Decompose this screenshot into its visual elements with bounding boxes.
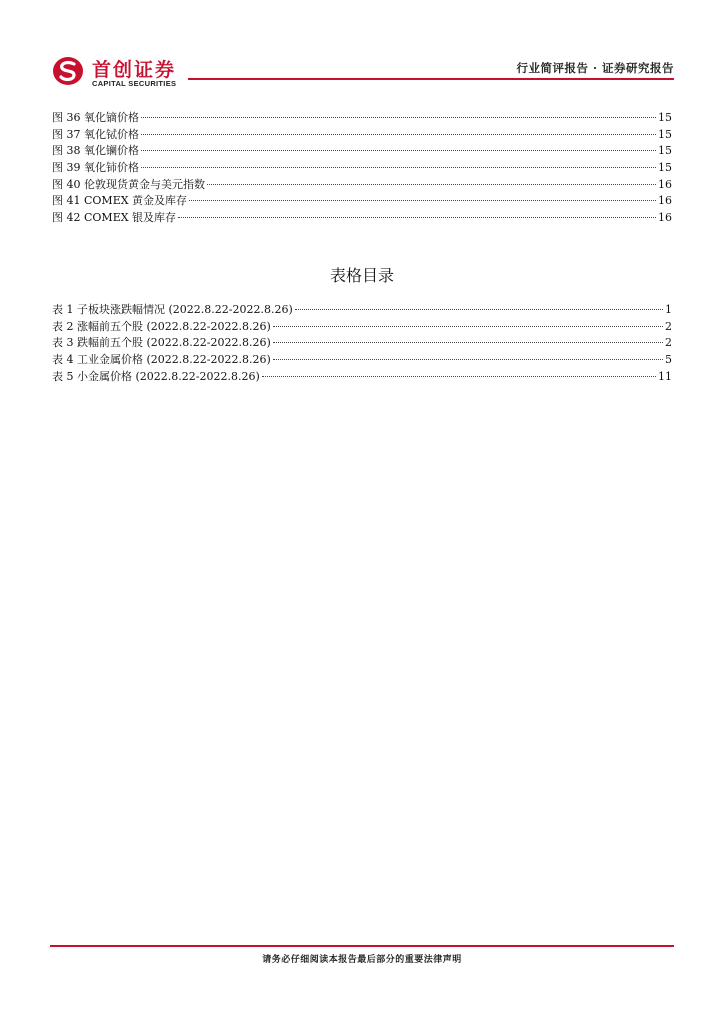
table-toc-list bbox=[52, 302, 672, 385]
toc-entry-label: 图 41 COMEX 黄金及库存 bbox=[52, 194, 188, 208]
toc-page-number: 15 bbox=[658, 144, 672, 158]
figure-toc-entry[interactable] bbox=[52, 110, 672, 127]
figure-toc-entry[interactable] bbox=[52, 193, 672, 210]
table-toc-title: 表格目录 bbox=[329, 266, 394, 285]
toc-page-number: 1 bbox=[665, 303, 672, 316]
figure-toc-entry[interactable] bbox=[52, 127, 672, 144]
toc-entry-label: 图 38 氧化镧价格 bbox=[52, 144, 139, 158]
toc-page-number: 15 bbox=[658, 111, 672, 124]
toc-entry-label: 表 2 涨幅前五个股 (2022.8.22-2022.8.26) bbox=[52, 319, 271, 333]
toc-page-number: 2 bbox=[665, 336, 672, 350]
toc-entry-label: 图 42 COMEX 银及库存 bbox=[52, 211, 177, 225]
toc-page-number: 16 bbox=[658, 194, 672, 208]
legal-disclaimer: 请务必仔细阅读本报告最后部分的重要法律声明 bbox=[262, 955, 462, 965]
toc-entry-label: 图 39 氧化铈价格 bbox=[52, 161, 139, 175]
toc-entry-label: 表 3 跌幅前五个股 (2022.8.22-2022.8.26) bbox=[52, 336, 271, 350]
toc-page-number: 11 bbox=[658, 369, 672, 383]
toc-entry-label: 图 40 伦敦现货黄金与美元指数 bbox=[52, 177, 205, 191]
table-toc-entry[interactable] bbox=[52, 352, 672, 369]
toc-page-number: 2 bbox=[665, 319, 672, 333]
logo-chinese-name: 首创证券 bbox=[92, 59, 177, 81]
toc-page-number: 15 bbox=[658, 161, 672, 175]
table-toc-entry[interactable] bbox=[52, 319, 672, 336]
toc-page-number: 16 bbox=[658, 211, 672, 225]
figure-toc-entry[interactable] bbox=[52, 160, 672, 177]
figure-toc-entry[interactable] bbox=[52, 210, 672, 227]
table-toc-entry[interactable] bbox=[52, 369, 672, 386]
logo-english-name: CAPITAL SECURITIES bbox=[92, 79, 177, 88]
capital-securities-logo-icon bbox=[52, 55, 84, 87]
toc-dot-leader bbox=[141, 134, 656, 135]
toc-dot-leader bbox=[178, 217, 656, 218]
toc-page-number: 15 bbox=[658, 127, 672, 141]
page-header bbox=[48, 52, 674, 88]
figure-toc-entry[interactable] bbox=[52, 177, 672, 194]
toc-dot-leader bbox=[141, 117, 656, 118]
table-toc-entry[interactable] bbox=[52, 335, 672, 352]
header-divider bbox=[188, 78, 674, 80]
table-toc-entry[interactable] bbox=[52, 302, 672, 319]
toc-dot-leader bbox=[189, 200, 656, 201]
toc-dot-leader bbox=[273, 359, 663, 360]
toc-page-number: 16 bbox=[658, 177, 672, 191]
toc-page-number: 5 bbox=[665, 353, 672, 367]
report-type-label: 行业简评报告 · 证券研究报告 bbox=[516, 61, 674, 75]
figure-toc-list bbox=[52, 110, 672, 227]
toc-dot-leader bbox=[207, 184, 656, 185]
toc-entry-label: 图 36 氧化镝价格 bbox=[52, 111, 139, 124]
figure-toc-entry[interactable] bbox=[52, 143, 672, 160]
toc-entry-label: 表 1 子板块涨跌幅情况 (2022.8.22-2022.8.26) bbox=[52, 303, 293, 316]
toc-dot-leader bbox=[273, 342, 663, 343]
toc-entry-label: 表 5 小金属价格 (2022.8.22-2022.8.26) bbox=[52, 369, 260, 383]
toc-entry-label: 图 37 氧化铽价格 bbox=[52, 127, 139, 141]
toc-dot-leader bbox=[141, 150, 656, 151]
footer-divider bbox=[50, 945, 674, 947]
toc-dot-leader bbox=[141, 167, 656, 168]
toc-dot-leader bbox=[262, 376, 656, 377]
toc-entry-label: 表 4 工业金属价格 (2022.8.22-2022.8.26) bbox=[52, 353, 271, 367]
toc-dot-leader bbox=[295, 309, 663, 310]
toc-dot-leader bbox=[273, 326, 663, 327]
